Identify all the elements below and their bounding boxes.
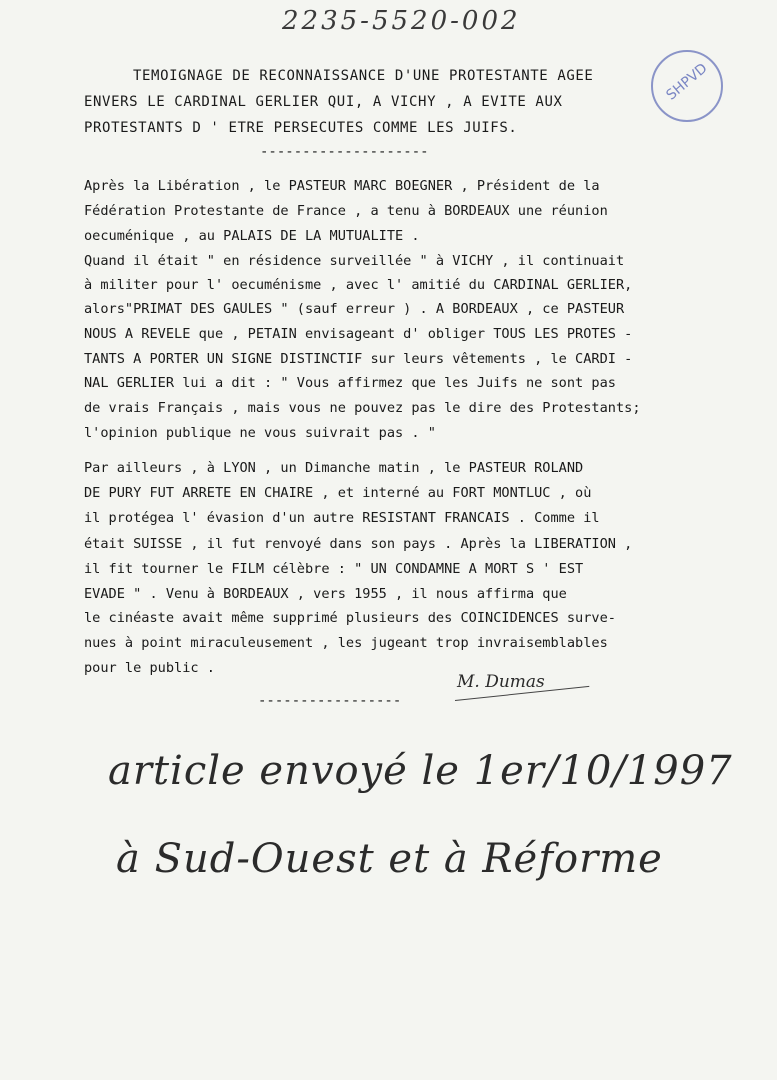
handwritten-note-line: à Sud-Ouest et à Réforme <box>116 836 663 882</box>
text-line: l'opinion publique ne vous suivrait pas . " <box>84 425 436 441</box>
text-line: Par ailleurs , à LYON , un Dimanche matin , le PASTEUR ROLAND <box>84 460 584 476</box>
text-line: il fit tourner le FILM célèbre : " UN CONDAMNE A MORT S ' EST <box>84 561 584 577</box>
text-line: le cinéaste avait même supprimé plusieurs des COINCIDENCES surve- <box>84 610 616 626</box>
text-line: TANTS A PORTER UN SIGNE DISTINCTIF sur leurs vêtements , le CARDI - <box>84 351 633 367</box>
separator: ----------------- <box>258 693 402 709</box>
title-line: TEMOIGNAGE DE RECONNAISSANCE D'UNE PROTESTANTE AGEE <box>133 68 594 84</box>
text-line: Fédération Protestante de France , a tenu à BORDEAUX une réunion <box>84 203 608 219</box>
signature: M. Dumas <box>457 672 545 692</box>
stamp-label: SHPVD <box>663 60 711 104</box>
text-line: alors"PRIMAT DES GAULES " (sauf erreur ) . A BORDEAUX , ce PASTEUR <box>84 301 625 317</box>
reference-number: 2235-5520-002 <box>282 6 521 36</box>
title-line: PROTESTANTS D ' ETRE PERSECUTES COMME LES JUIFS. <box>84 120 518 136</box>
text-line: nues à point miraculeusement , les jugeant trop invraisemblables <box>84 635 608 651</box>
text-line: il protégea l' évasion d'un autre RESISTANT FRANCAIS . Comme il <box>84 510 600 526</box>
text-line: EVADE " . Venu à BORDEAUX , vers 1955 , il nous affirma que <box>84 586 567 602</box>
text-line: Quand il était " en résidence surveillée " à VICHY , il continuait <box>84 253 625 269</box>
handwritten-note-line: article envoyé le 1er/10/1997 <box>108 748 733 794</box>
text-line: DE PURY FUT ARRETE EN CHAIRE , et interné au FORT MONTLUC , où <box>84 485 592 501</box>
text-line: oecuménique , au PALAIS DE LA MUTUALITE . <box>84 228 420 244</box>
text-line: pour le public . <box>84 660 215 676</box>
text-line: NAL GERLIER lui a dit : " Vous affirmez que les Juifs ne sont pas <box>84 375 616 391</box>
text-line: était SUISSE , il fut renvoyé dans son pays . Après la LIBERATION , <box>84 536 633 552</box>
text-line: de vrais Français , mais vous ne pouvez pas le dire des Protestants; <box>84 400 641 416</box>
separator: -------------------- <box>260 144 429 160</box>
text-line: Après la Libération , le PASTEUR MARC BOEGNER , Président de la <box>84 178 600 194</box>
text-line: à militer pour l' oecuménisme , avec l' amitié du CARDINAL GERLIER, <box>84 277 633 293</box>
text-line: NOUS A REVELE que , PETAIN envisageant d' obliger TOUS LES PROTES - <box>84 326 633 342</box>
title-line: ENVERS LE CARDINAL GERLIER QUI, A VICHY , A EVITE AUX <box>84 94 563 110</box>
archive-stamp <box>651 50 723 122</box>
